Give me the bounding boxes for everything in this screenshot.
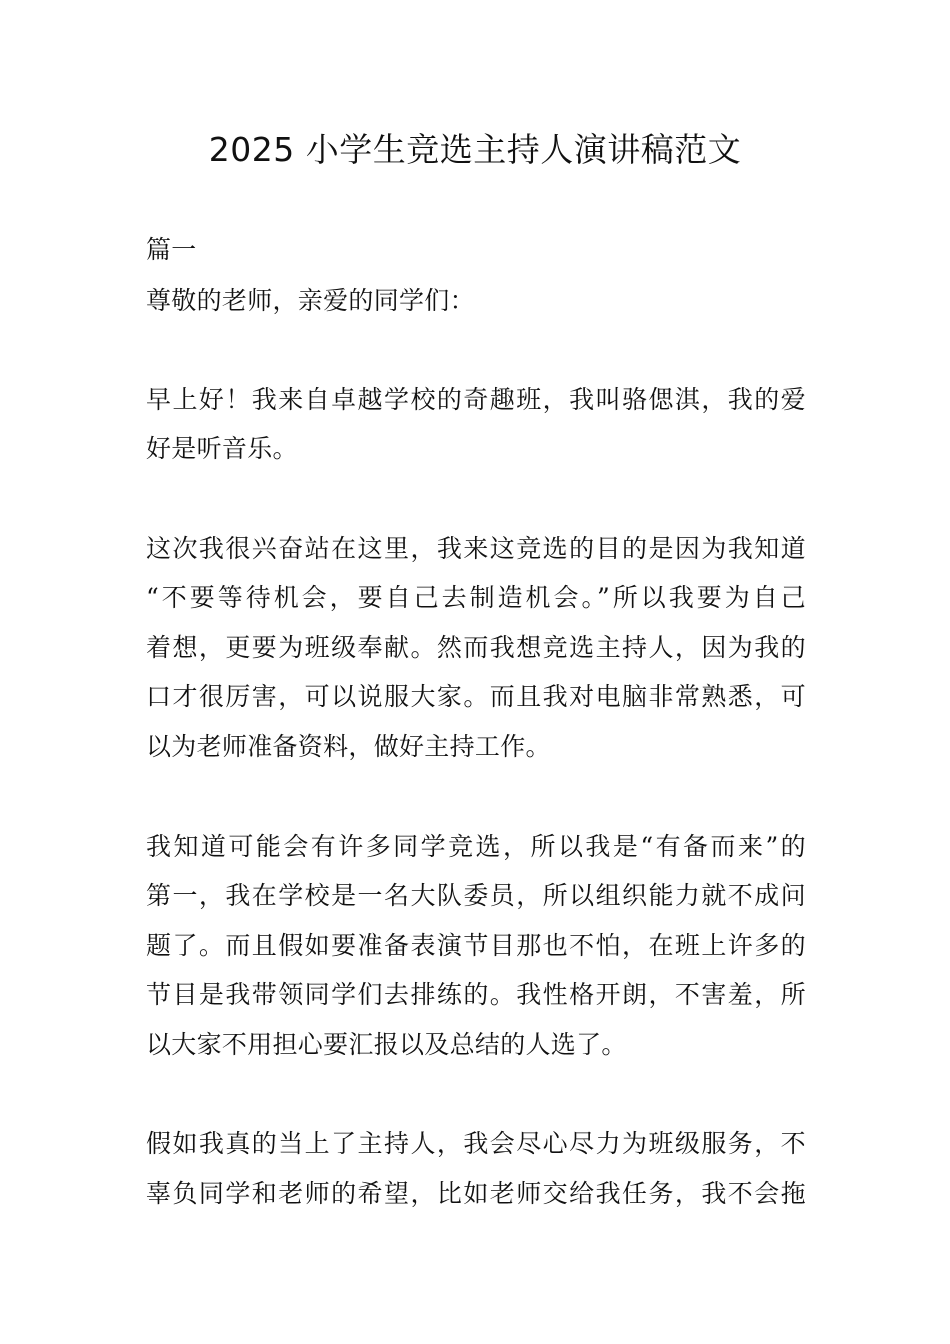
paragraph-3-line-5: 以大家不用担心要汇报以及总结的人选了。 xyxy=(146,1030,627,1059)
paragraph-2-line-4: 口才很厉害，可以说服大家。而且我对电脑非常熟悉，可 xyxy=(146,682,806,711)
document-title: 2025 小学生竞选主持人演讲稿范文 xyxy=(208,130,742,169)
paragraph-2-line-5: 以为老师准备资料，做好主持工作。 xyxy=(146,732,551,761)
paragraph-3-line-3: 题了。而且假如要准备表演节目那也不怕，在班上许多的 xyxy=(146,931,806,960)
paragraph-2-line-2: “不要等待机会，要自己去制造机会。”所以我要为自己 xyxy=(146,583,806,612)
paragraph-3-line-2: 第一，我在学校是一名大队委员，所以组织能力就不成问 xyxy=(146,881,806,910)
paragraph-2-line-3: 着想，更要为班级奉献。然而我想竞选主持人，因为我的 xyxy=(146,633,806,662)
paragraph-3-line-1: 我知道可能会有许多同学竞选，所以我是“有备而来”的 xyxy=(146,832,806,861)
section-label: 篇一 xyxy=(146,235,197,264)
paragraph-1-line-2: 好是听音乐。 xyxy=(146,434,298,463)
paragraph-3-line-4: 节目是我带领同学们去排练的。我性格开朗，不害羞，所 xyxy=(146,980,806,1009)
paragraph-4-line-1: 假如我真的当上了主持人，我会尽心尽力为班级服务，不 xyxy=(146,1129,806,1158)
paragraph-4-line-2: 辜负同学和老师的希望，比如老师交给我任务，我不会拖 xyxy=(146,1179,806,1208)
paragraph-1-line-1: 早上好！我来自卓越学校的奇趣班，我叫骆偲淇，我的爱 xyxy=(146,385,806,414)
paragraph-2-line-1: 这次我很兴奋站在这里，我来这竞选的目的是因为我知道 xyxy=(146,534,806,563)
salutation: 尊敬的老师，亲爱的同学们： xyxy=(146,286,475,315)
